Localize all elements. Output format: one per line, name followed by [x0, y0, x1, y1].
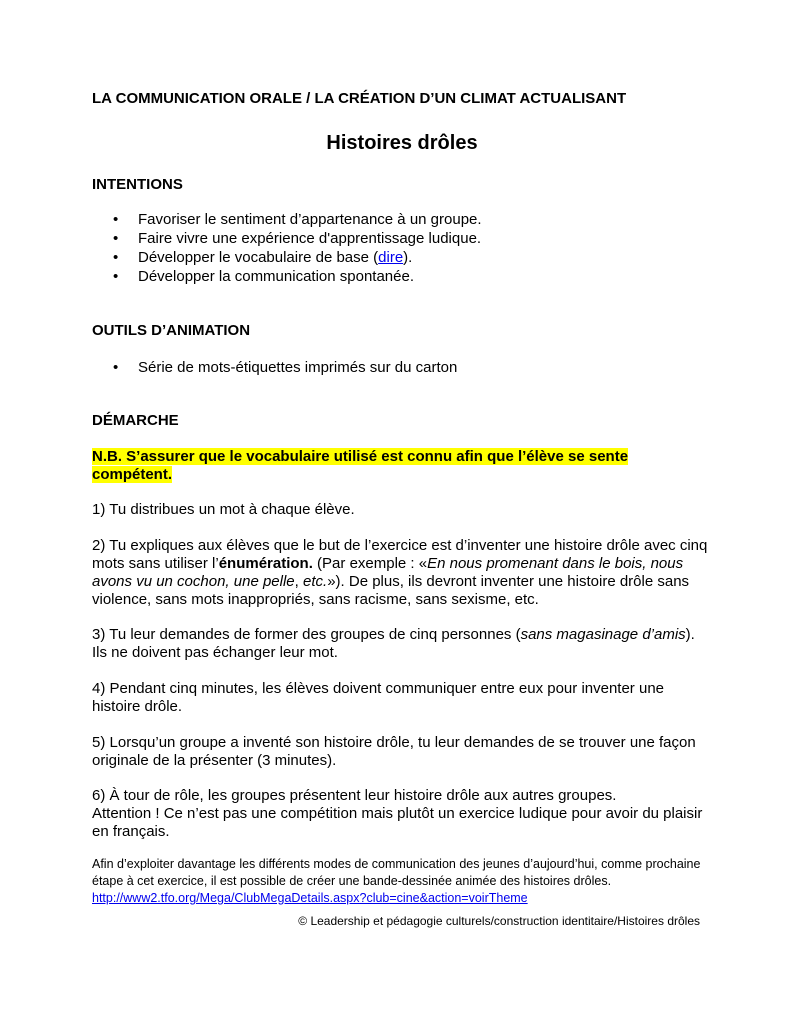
list-item: • Développer la communication spontanée.	[92, 267, 482, 286]
list-item-text: ).	[403, 249, 413, 266]
step-italic: sans magasinage d’amis	[520, 626, 686, 643]
step-text: ,	[294, 573, 303, 590]
step-italic: En nous promenant dans le bois, nous avons vu un cochon, une pelle	[92, 555, 684, 590]
step-4: 4) Pendant cinq minutes, les élèves doivent communiquer entre eux pour inventer une histoire drôle.	[92, 680, 664, 715]
step-text: ). Ils ne doivent pas échanger leur mot.	[92, 626, 695, 661]
dire-link[interactable]: dire	[378, 249, 404, 266]
demarche-heading: DÉMARCHE	[92, 412, 179, 429]
document-header: LA COMMUNICATION ORALE / LA CRÉATION D’UN CLIMAT ACTUALISANT	[92, 90, 627, 107]
step-5: 5) Lorsqu’un groupe a inventé son histoire drôle, tu leur demandes de se trouver une façon originale de la présenter (3 minutes).	[92, 734, 696, 769]
step-text: 3) Tu leur demandes de former des groupes de cinq personnes (	[92, 626, 521, 643]
list-item: • Faire vivre une expérience d'apprentissage ludique.	[92, 229, 482, 248]
nb-highlight: compétent.	[92, 466, 173, 483]
list-item-text: Développer le vocabulaire de base (	[138, 249, 379, 266]
nb-highlight: N.B. S’assurer que le vocabulaire utilisé est connu afin que l’élève se sente	[92, 448, 629, 465]
footnote-text: Afin d’exploiter davantage les différents modes de communication des jeunes d’aujourd’hui, comme prochaine étape à cet exercice, il est possible de créer une bande-dessinée animée des histoires drôles.	[92, 857, 701, 888]
intentions-heading: INTENTIONS	[92, 176, 183, 193]
outils-heading: OUTILS D’ANIMATION	[92, 322, 251, 339]
list-item: • Favoriser le sentiment d’appartenance à un groupe.	[92, 210, 482, 229]
step-3	[92, 626, 712, 662]
footnote	[92, 856, 712, 907]
outils-list	[92, 358, 457, 377]
step-bold: énumération.	[218, 555, 313, 572]
list-item	[92, 248, 482, 267]
step-text: (Par exemple : «	[312, 555, 428, 572]
document-title: Histoires drôles	[326, 132, 478, 154]
step-text: 6) À tour de rôle, les groupes présentent leur histoire drôle aux autres groupes.	[92, 787, 617, 804]
step-text: 2) Tu expliques aux élèves que le but de l’exercice est d’inventer une histoire drôle avec cinq mots sans utiliser l’	[92, 537, 708, 572]
nb-note	[92, 448, 712, 484]
step-text: Attention ! Ce n’est pas une compétition mais plutôt un exercice ludique pour avoir du plaisir en français.	[92, 805, 703, 840]
tfo-link[interactable]: http://www2.tfo.org/Mega/ClubMegaDetails.aspx?club=cine&action=voirTheme	[92, 891, 528, 905]
step-6	[92, 787, 712, 841]
intentions-list	[92, 210, 482, 286]
list-item: • Série de mots-étiquettes imprimés sur du carton	[92, 358, 457, 377]
step-text: »). De plus, ils devront inventer une histoire drôle sans violence, sans mots inappropriés, sans racisme, sans sexisme, etc.	[92, 573, 690, 608]
copyright-footer: © Leadership et pédagogie culturels/construction identitaire/Histoires drôles	[298, 914, 700, 928]
step-1: 1) Tu distribues un mot à chaque élève.	[92, 501, 355, 518]
step-2	[92, 537, 712, 609]
step-italic: etc.	[303, 573, 328, 590]
